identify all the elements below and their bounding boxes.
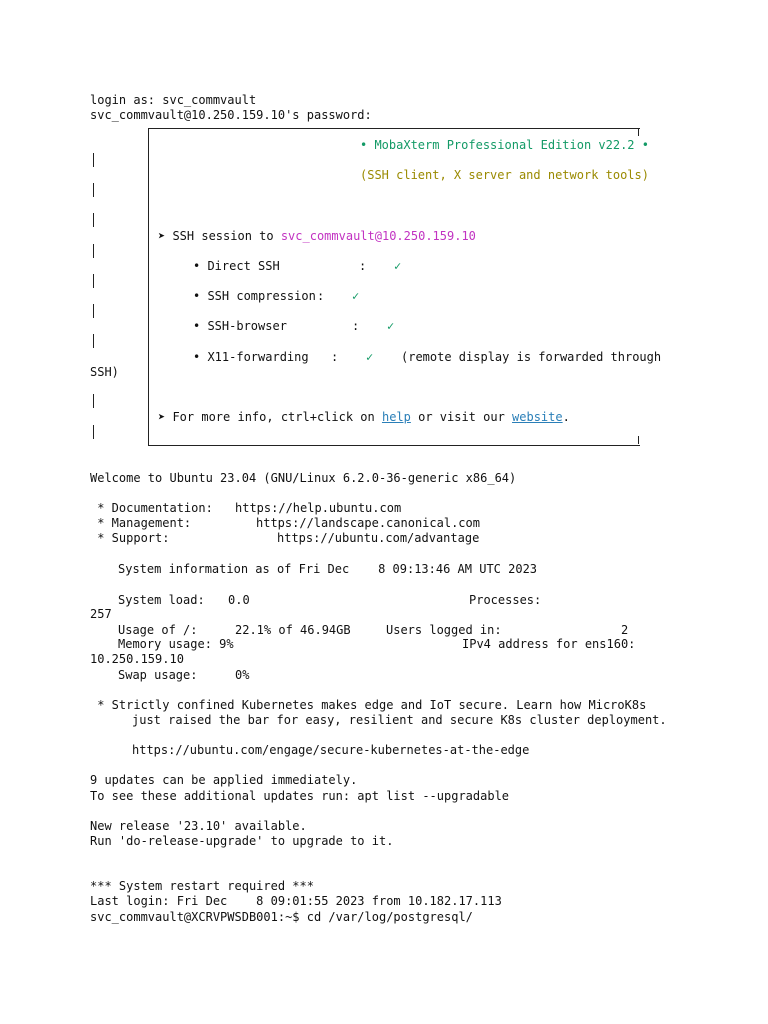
- help-link[interactable]: help: [381, 410, 411, 424]
- check-icon: ✓: [394, 259, 402, 273]
- more-info-prefix: ➤ For more info, ctrl+click on: [158, 410, 382, 424]
- ssh-session-line: [158, 229, 476, 244]
- border-pipe: [93, 425, 94, 439]
- users-logged-value: 2: [621, 623, 629, 637]
- feature-direct-ssh: • Direct SSH: [193, 259, 280, 273]
- border-pipe: [93, 334, 94, 348]
- system-load-value: 0.0: [228, 593, 250, 607]
- ssh-session-target: svc_commvault@10.250.159.10: [280, 229, 476, 243]
- system-load-label: System load:: [118, 593, 205, 607]
- more-info-end: .: [562, 410, 570, 424]
- usage-label: Usage of /:: [118, 623, 198, 637]
- ssh-session-prefix: ➤ SSH session to: [158, 229, 281, 243]
- ipv4-label: IPv4 address for ens160:: [462, 637, 636, 651]
- ipv4-value: 10.250.159.10: [90, 652, 184, 666]
- microk8s-line-2: just raised the bar for easy, resilient and secure K8s cluster deployment.: [132, 713, 667, 727]
- feature-ssh-browser: • SSH-browser: [193, 319, 287, 333]
- release-line-1: New release '23.10' available.: [90, 819, 307, 833]
- website-link[interactable]: website: [512, 410, 563, 424]
- doc-label: * Management:: [90, 516, 192, 530]
- more-info-line: [158, 410, 570, 425]
- doc-label: * Support:: [90, 531, 170, 545]
- usage-value: 22.1% of 46.94GB: [235, 623, 351, 637]
- more-info-mid: or visit our: [410, 410, 513, 424]
- updates-line-1: 9 updates can be applied immediately.: [90, 773, 358, 787]
- release-line-2: Run 'do-release-upgrade' to upgrade to it.: [90, 834, 394, 848]
- banner-corner-tr: [638, 128, 639, 136]
- microk8s-line-1: * Strictly confined Kubernetes makes edge and IoT secure. Learn how MicroK8s: [90, 698, 647, 712]
- welcome-line: Welcome to Ubuntu 23.04 (GNU/Linux 6.2.0-36-generic x86_64): [90, 471, 517, 485]
- feature-sep: :: [359, 259, 367, 273]
- swap-value: 0%: [235, 668, 250, 682]
- processes-value: 257: [90, 607, 112, 621]
- last-login: Last login: Fri Dec 8 09:01:55 2023 from 10.182.17.113: [90, 894, 502, 908]
- feature-sep: :: [352, 319, 360, 333]
- feature-x11-forwarding: • X11-forwarding: [193, 350, 309, 364]
- banner-title: • MobaXterm Professional Edition v22.2 •: [360, 138, 649, 152]
- users-logged-label: Users logged in:: [386, 623, 502, 637]
- feature-sep: :: [317, 289, 325, 303]
- border-pipe: [93, 394, 94, 408]
- check-icon: ✓: [366, 350, 374, 364]
- check-icon: ✓: [387, 319, 395, 333]
- x11-note-wrap: SSH): [90, 365, 119, 379]
- shell-prompt[interactable]: svc_commvault@XCRVPWSDB001:~$ cd /var/log/postgresql/: [90, 910, 473, 924]
- doc-url: https://landscape.canonical.com: [256, 516, 480, 530]
- border-pipe: [93, 213, 94, 227]
- microk8s-url: https://ubuntu.com/engage/secure-kubernetes-at-the-edge: [132, 743, 530, 757]
- border-pipe: [93, 274, 94, 288]
- border-pipe: [93, 244, 94, 258]
- banner-corner-br: [638, 436, 639, 444]
- border-pipe: [93, 304, 94, 318]
- processes-label: Processes:: [469, 593, 542, 607]
- border-pipe: [93, 183, 94, 197]
- x11-note: (remote display is forwarded through: [401, 350, 662, 364]
- feature-sep: :: [331, 350, 339, 364]
- border-pipe: [93, 153, 94, 167]
- login-line: login as: svc_commvault: [90, 93, 257, 107]
- doc-url: https://help.ubuntu.com: [235, 501, 402, 515]
- feature-ssh-compression: • SSH compression: [193, 289, 316, 303]
- doc-label: * Documentation:: [90, 501, 213, 515]
- restart-required: *** System restart required ***: [90, 879, 314, 893]
- swap-label: Swap usage:: [118, 668, 198, 682]
- banner-subtitle: (SSH client, X server and network tools): [360, 168, 649, 182]
- updates-line-2: To see these additional updates run: apt list --upgradable: [90, 789, 510, 803]
- sysinfo-header: System information as of Fri Dec 8 09:13:46 AM UTC 2023: [118, 562, 538, 576]
- password-prompt: svc_commvault@10.250.159.10's password:: [90, 108, 372, 122]
- check-icon: ✓: [352, 289, 360, 303]
- doc-url: https://ubuntu.com/advantage: [277, 531, 480, 545]
- memory-usage: Memory usage: 9%: [118, 637, 234, 651]
